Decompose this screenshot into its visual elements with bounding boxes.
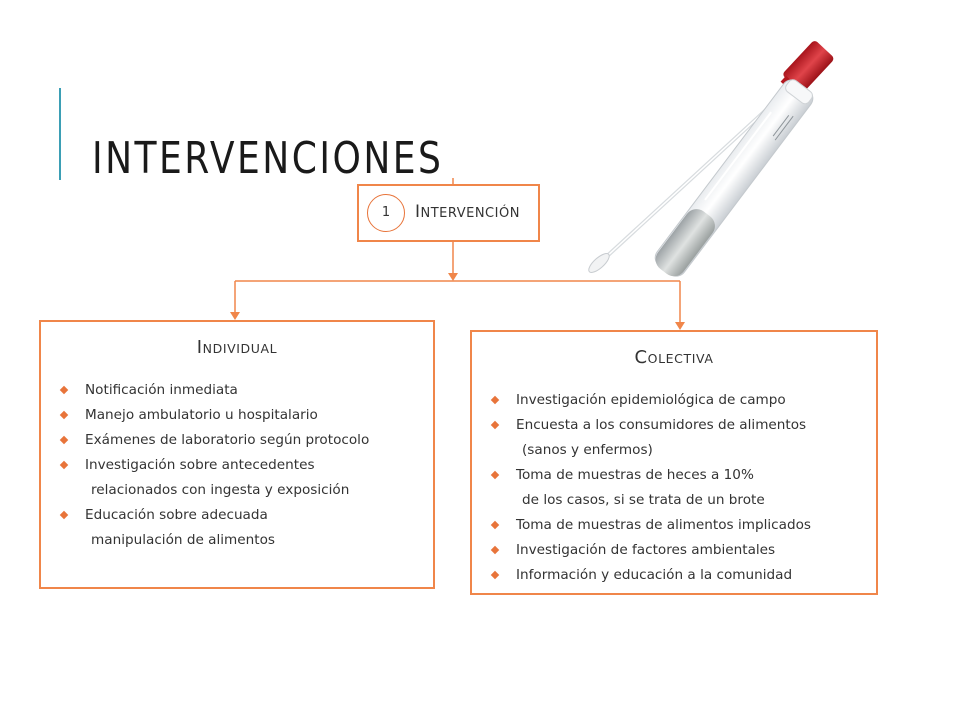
list-item-continuation: relacionados con ingesta y exposición bbox=[91, 482, 350, 498]
list-item: Investigación sobre antecedentes bbox=[59, 453, 433, 478]
intervencion-label: INTERVENCIÓN bbox=[415, 202, 520, 222]
diamond-bullet-icon bbox=[491, 521, 499, 529]
list-item: Notificación inmediata bbox=[59, 378, 433, 403]
diamond-bullet-icon bbox=[491, 571, 499, 579]
list-item: Investigación de factores ambientales bbox=[490, 538, 876, 563]
list-item: Toma de muestras de alimentos implicados bbox=[490, 513, 876, 538]
colectiva-box bbox=[470, 330, 878, 595]
diamond-bullet-icon bbox=[491, 546, 499, 554]
diamond-bullet-icon bbox=[60, 511, 68, 519]
slide-title: INTERVENCIONES bbox=[92, 133, 444, 185]
arrowhead-top bbox=[448, 273, 458, 281]
individual-heading: INDIVIDUAL bbox=[196, 337, 278, 358]
list-item-continuation: de los casos, si se trata de un brote bbox=[522, 492, 765, 508]
diamond-bullet-icon bbox=[491, 421, 499, 429]
list-item: Encuesta a los consumidores de alimentos bbox=[490, 413, 876, 438]
list-item: Manejo ambulatorio u hospitalario bbox=[59, 403, 433, 428]
colectiva-list bbox=[472, 388, 876, 588]
intervencion-box bbox=[357, 184, 540, 242]
individual-list bbox=[41, 378, 433, 553]
list-item: Educación sobre adecuada bbox=[59, 503, 433, 528]
list-item-continuation: (sanos y enfermos) bbox=[522, 442, 653, 458]
diamond-bullet-icon bbox=[60, 386, 68, 394]
list-item: Exámenes de laboratorio según protocolo bbox=[59, 428, 433, 453]
list-item: Información y educación a la comunidad bbox=[490, 563, 876, 588]
list-item-continuation: manipulación de alimentos bbox=[91, 532, 275, 548]
diamond-bullet-icon bbox=[60, 411, 68, 419]
individual-box bbox=[39, 320, 435, 589]
step-number-circle: 1 bbox=[367, 194, 405, 232]
diamond-bullet-icon bbox=[60, 436, 68, 444]
arrowhead-right bbox=[675, 322, 685, 330]
list-item: Investigación epidemiológica de campo bbox=[490, 388, 876, 413]
diamond-bullet-icon bbox=[491, 471, 499, 479]
list-item: Toma de muestras de heces a 10% bbox=[490, 463, 876, 488]
swab-tube-image bbox=[575, 40, 885, 320]
diamond-bullet-icon bbox=[491, 396, 499, 404]
colectiva-heading: COLECTIVA bbox=[634, 347, 714, 368]
diamond-bullet-icon bbox=[60, 461, 68, 469]
arrowhead-left bbox=[230, 312, 240, 320]
transport-tube bbox=[650, 76, 817, 282]
